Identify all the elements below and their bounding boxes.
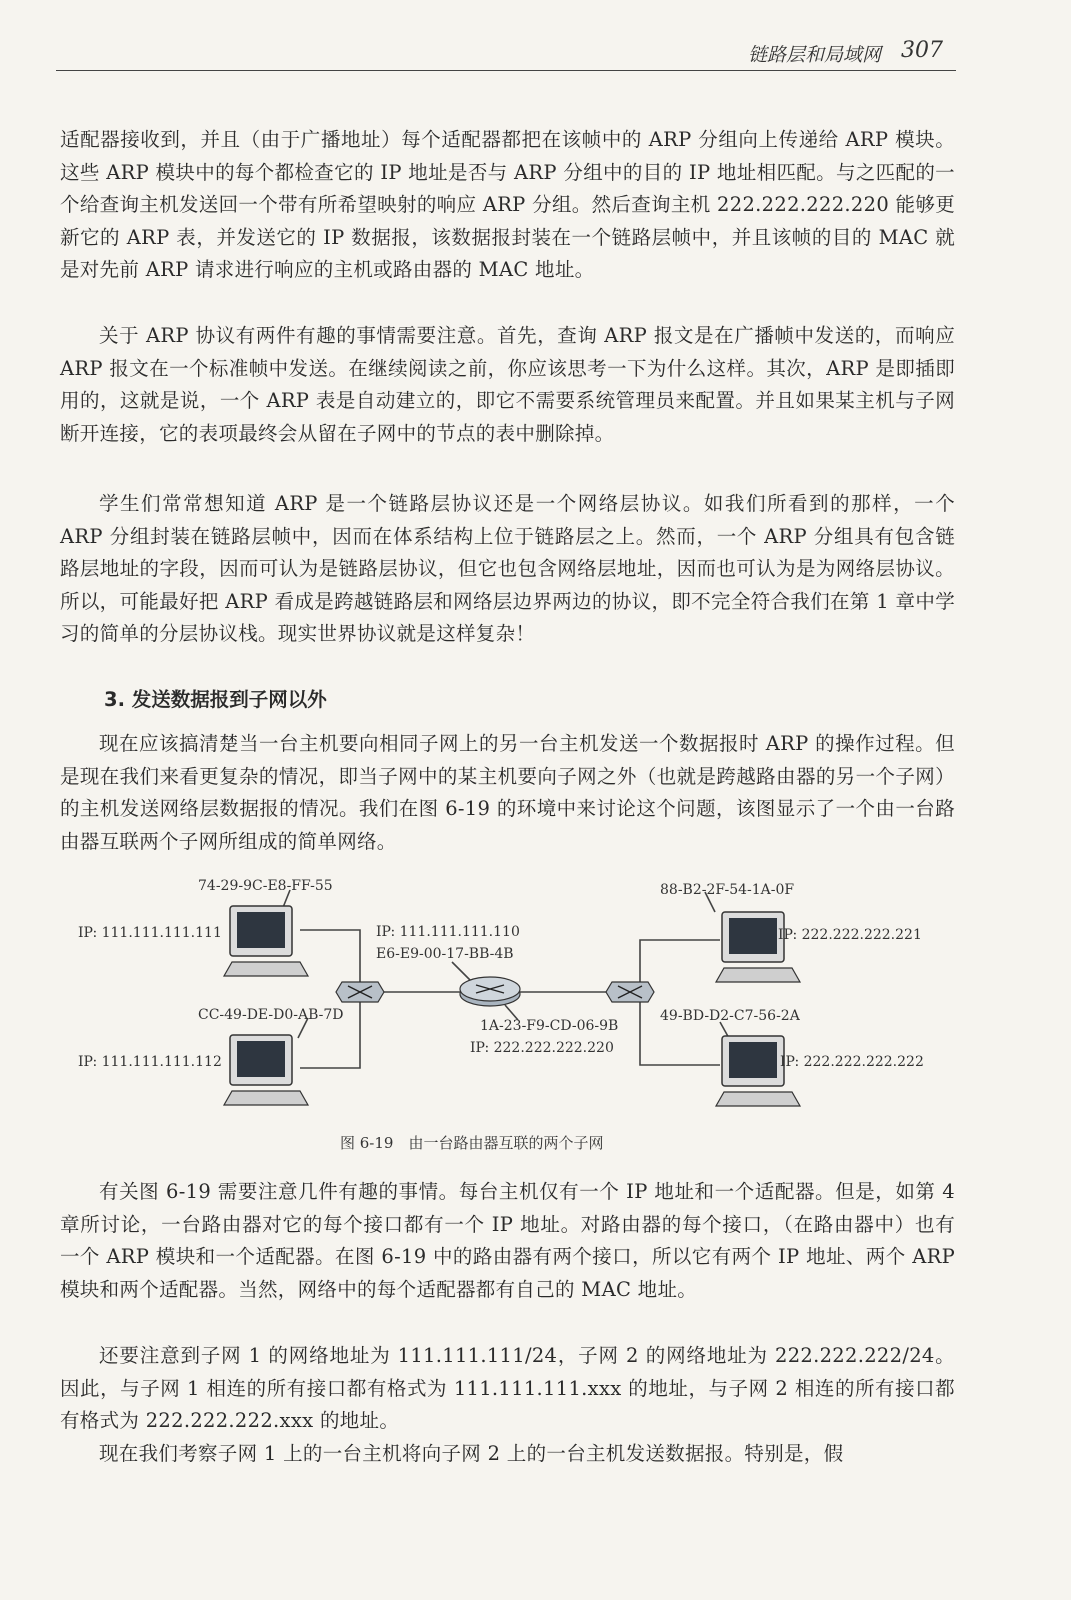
- host-b-computer-icon: [224, 1035, 308, 1105]
- header-rule: [56, 70, 956, 71]
- page-number: 307: [901, 38, 943, 63]
- host-d-mac-label: 49-BD-D2-C7-56-2A: [660, 1008, 800, 1024]
- paragraph-1: 适配器接收到，并且（由于广播地址）每个适配器都把在该帧中的 ARP 分组向上传递给 ARP 模块。这些 ARP 模块中的每个都检查它的 IP 地址是否与 ARP 分组中的目的 IP 地址相匹配。与之匹配的一个给查询主机发送回一个带有所希望映射的响应 ARP 分组。然后查询主机 222.222.222.220 能够更新它的 ARP 表，并发送它的 IP 数据报，该数据报封装在一个链路层帧中，并且该帧的目的 MAC 就是对先前 ARP 请求进行响应的主机或路由器的 MAC 地址。: [60, 128, 955, 282]
- host-b-mac-label: CC-49-DE-D0-AB-7D: [198, 1007, 344, 1023]
- paragraph-4: 现在应该搞清楚当一台主机要向相同子网上的另一台主机发送一个数据报时 ARP 的操作过程。但是现在我们来看更复杂的情况，即当子网中的某主机要向子网之外（也就是跨越路由器的另一个子网）的主机发送网络层数据报的情况。我们在图 6-19 的环境中来讨论这个问题，该图显示了一个由一台路由器互联两个子网所组成的简单网络。: [60, 732, 955, 853]
- paragraph-6: 还要注意到子网 1 的网络地址为 111.111.111/24，子网 2 的网络地址为 222.222.222/24。因此，与子网 1 相连的所有接口都有格式为 111.111.111.xxx 的地址，与子网 2 相连的所有接口都有格式为 222.222.222.xxx 的地址。: [60, 1344, 955, 1433]
- host-a-ip-label: IP: 111.111.111.111: [78, 925, 222, 941]
- router-if2-mac-label: 1A-23-F9-CD-06-9B: [480, 1018, 619, 1034]
- switch-1-icon: [336, 982, 384, 1002]
- link-switch2-host-c: [640, 940, 720, 988]
- host-d-ip-label: IP: 222.222.222.222: [780, 1054, 924, 1070]
- paragraph-3: 学生们常常想知道 ARP 是一个链路层协议还是一个网络层协议。如我们所看到的那样，一个 ARP 分组封装在链路层帧中，因而在体系结构上位于链路层之上。然而，一个 ARP 分组具有包含链路层地址的字段，因而可认为是链路层协议，但它也包含网络层地址，因而也可认为是为网络层协议。所以，可能最好把 ARP 看成是跨越链路层和网络层边界两边的协议，即不完全符合我们在第 1 章中学习的简单的分层协议栈。现实世界协议就是这样复杂！: [60, 492, 955, 646]
- switch-2-icon: [606, 982, 654, 1002]
- section-heading: 3. 发送数据报到子网以外: [104, 688, 327, 711]
- link-host-a-switch1: [300, 930, 360, 988]
- running-title: 链路层和局域网: [747, 44, 881, 66]
- router-icon: [460, 977, 520, 1006]
- figure-6-19: [60, 870, 960, 1140]
- host-c-mac-label: 88-B2-2F-54-1A-0F: [660, 882, 795, 898]
- paragraph-2: 关于 ARP 协议有两件有趣的事情需要注意。首先，查询 ARP 报文是在广播帧中发送的，而响应 ARP 报文在一个标准帧中发送。在继续阅读之前，你应该思考一下为什么这样。其次，ARP 是即插即用的，这就是说，一个 ARP 表是自动建立的，即它不需要系统管理员来配置。并且如果某主机与子网断开连接，它的表项最终会从留在子网中的节点的表中删除掉。: [60, 324, 955, 445]
- paragraph-5: 有关图 6-19 需要注意几件有趣的事情。每台主机仅有一个 IP 地址和一个适配器。但是，如第 4 章所讨论，一台路由器对它的每个接口都有一个 IP 地址。对路由器的每个接口，（在路由器中）也有一个 ARP 模块和一个适配器。在图 6-19 中的路由器有两个接口，所以它有两个 IP 地址、两个 ARP 模块和两个适配器。当然，网络中的每个适配器都有自己的 MAC 地址。: [60, 1180, 955, 1301]
- router-if2-ip-label: IP: 222.222.222.220: [470, 1040, 614, 1056]
- host-a-mac-label: 74-29-9C-E8-FF-55: [198, 878, 333, 894]
- host-d-computer-icon: [716, 1036, 800, 1106]
- host-b-ip-label: IP: 111.111.111.112: [78, 1054, 222, 1070]
- host-a-computer-icon: [224, 906, 308, 976]
- running-header: [0, 38, 1071, 70]
- host-c-computer-icon: [716, 912, 800, 982]
- router-if1-mac-label: E6-E9-00-17-BB-4B: [376, 946, 514, 962]
- router-if1-ip-label: IP: 111.111.111.110: [376, 924, 520, 940]
- figure-caption: 图 6-19 由一台路由器互联的两个子网: [340, 1134, 604, 1152]
- paragraph-7: 现在我们考察子网 1 上的一台主机将向子网 2 上的一台主机发送数据报。特别是，假: [99, 1442, 844, 1465]
- host-c-ip-label: IP: 222.222.222.221: [778, 927, 922, 943]
- network-diagram: [60, 870, 960, 1140]
